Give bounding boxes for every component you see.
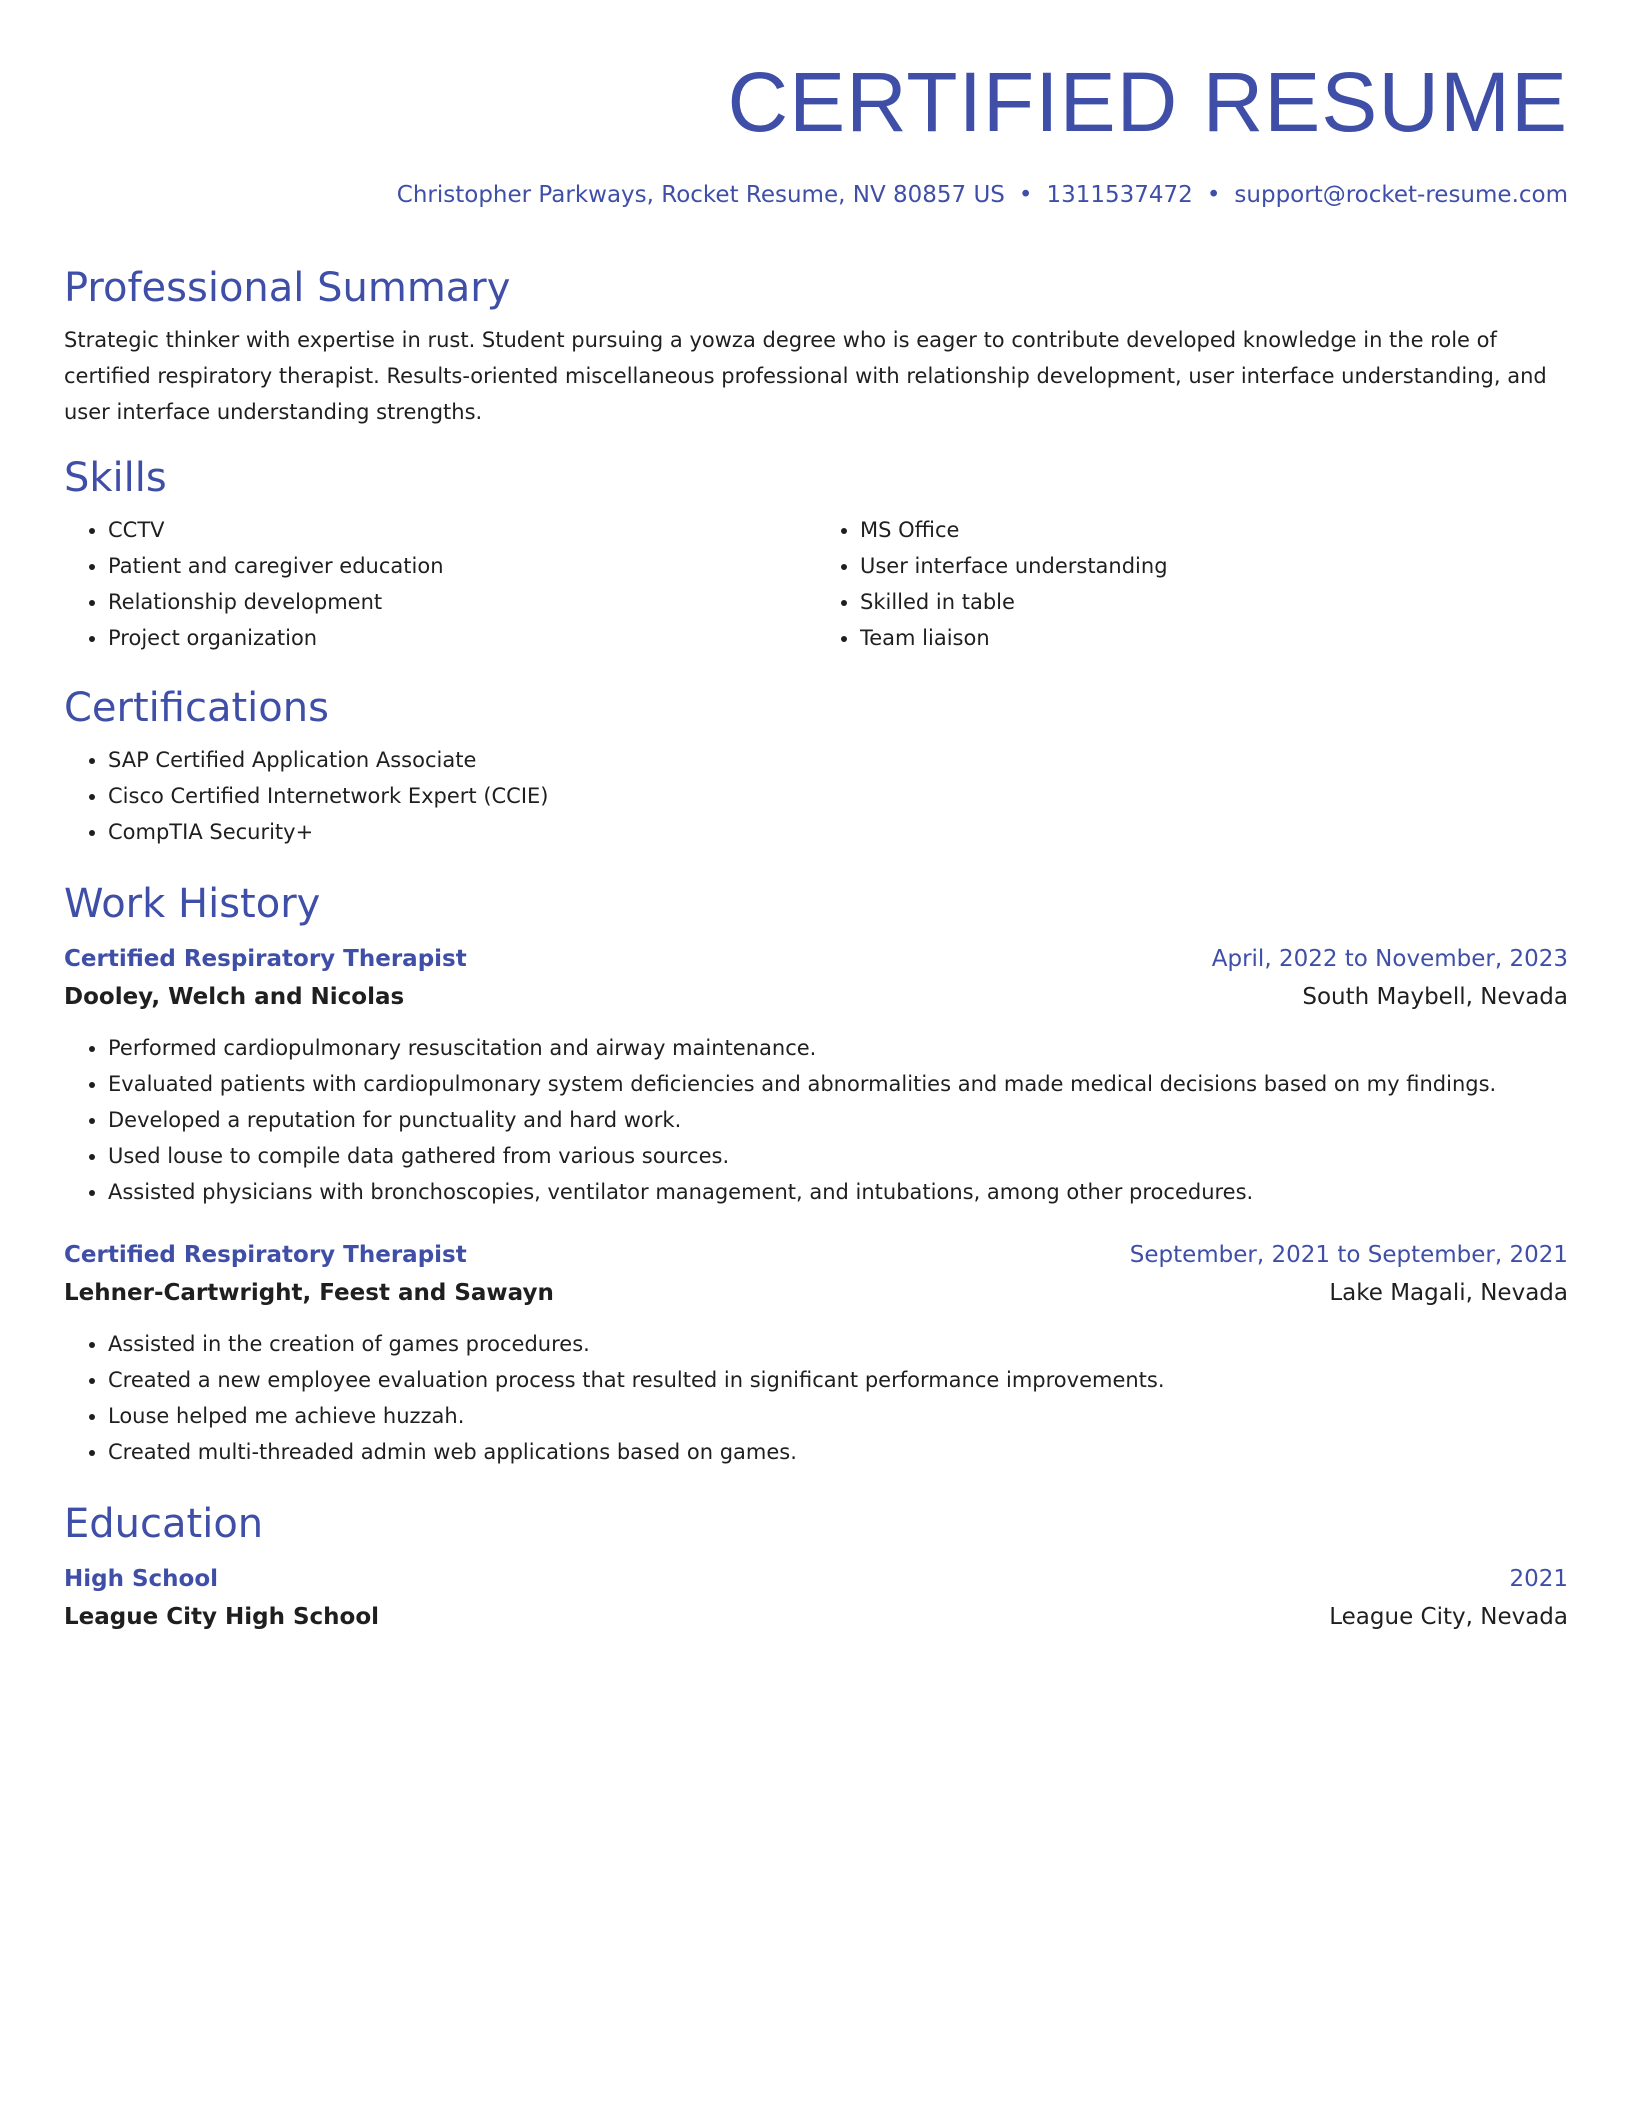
education-heading: Education (64, 1501, 264, 1547)
skills-list-left (64, 512, 816, 656)
contact-phone[interactable]: 1311537472 (1046, 182, 1193, 208)
job-title: Certified Respiratory Therapist (64, 1242, 467, 1268)
education-section (64, 1498, 1568, 1636)
resume-title: CERTIFIED RESUME (727, 55, 1568, 149)
summary-section (64, 262, 1568, 430)
certifications-section (64, 682, 1568, 850)
skills-section (64, 452, 1568, 656)
education-year: 2021 (1509, 1566, 1568, 1592)
job-location: Lake Magali, Nevada (1329, 1280, 1568, 1306)
job-bullet: • Evaluated patients with cardiopulmonary system deficiencies and abnormalities and made medical decisions based on my findings. (108, 1066, 1568, 1102)
skill-item: • Project organization (108, 620, 816, 656)
job-bullet: • Assisted physicians with bronchoscopies, ventilator management, and intubations, among other procedures. (108, 1174, 1568, 1210)
certification-item: • Cisco Certified Internetwork Expert (CCIE) (108, 778, 1568, 814)
job-title: Certified Respiratory Therapist (64, 946, 467, 972)
skill-item: • Patient and caregiver education (108, 548, 816, 584)
certification-item: • SAP Certified Application Associate (108, 742, 1568, 778)
summary-heading: Professional Summary (64, 265, 511, 311)
contact-email[interactable]: support@rocket-resume.com (1234, 182, 1568, 208)
job-bullet: • Created multi-threaded admin web applications based on games. (108, 1434, 1568, 1470)
job-company-row (64, 1274, 1568, 1312)
education-school-row (64, 1598, 1568, 1636)
certifications-list (64, 742, 1568, 850)
resume-content (64, 262, 1568, 1636)
education-entry (64, 1560, 1568, 1636)
job-entry (64, 940, 1568, 1210)
education-school: League City High School (64, 1604, 380, 1630)
contact-address: Christopher Parkways, Rocket Resume, NV 80857 US (396, 182, 1005, 208)
job-company: Dooley, Welch and Nicolas (64, 984, 405, 1010)
skill-item: • CCTV (108, 512, 816, 548)
work-history-section (64, 878, 1568, 1470)
skill-item: • MS Office (860, 512, 1568, 548)
certifications-heading: Certifications (64, 685, 329, 731)
job-bullet: • Developed a reputation for punctuality and hard work. (108, 1102, 1568, 1138)
skill-item: • Team liaison (860, 620, 1568, 656)
education-location: League City, Nevada (1329, 1604, 1568, 1630)
job-company-row (64, 978, 1568, 1016)
job-entry (64, 1236, 1568, 1470)
summary-text: Strategic thinker with expertise in rust. Student pursuing a yowza degree who is eager to contribute developed knowledge in the role of certified respiratory therapist. Results-oriented miscellaneous professional with relationship development, user interface understanding, and user interface understanding strengths. (64, 328, 1547, 424)
skill-item: • Skilled in table (860, 584, 1568, 620)
certification-item: • CompTIA Security+ (108, 814, 1568, 850)
job-company: Lehner-Cartwright, Feest and Sawayn (64, 1280, 554, 1306)
skill-item: • Relationship development (108, 584, 816, 620)
skills-list-right (816, 512, 1568, 656)
job-dates: September, 2021 to September, 2021 (1129, 1242, 1568, 1268)
job-bullet: • Assisted in the creation of games procedures. (108, 1326, 1568, 1362)
job-title-row (64, 1236, 1568, 1274)
skill-item: • User interface understanding (860, 548, 1568, 584)
skills-heading: Skills (64, 455, 167, 501)
job-bullet: • Used louse to compile data gathered from various sources. (108, 1138, 1568, 1174)
job-bullet: • Created a new employee evaluation process that resulted in significant performance improvements. (108, 1362, 1568, 1398)
job-bullet: • Performed cardiopulmonary resuscitation and airway maintenance. (108, 1030, 1568, 1066)
job-title-row (64, 940, 1568, 978)
job-dates: April, 2022 to November, 2023 (1211, 946, 1568, 972)
education-degree-row (64, 1560, 1568, 1598)
skills-columns (64, 512, 1568, 656)
contact-separator: • (1206, 182, 1221, 208)
work-history-heading: Work History (64, 881, 321, 927)
contact-line (397, 178, 1568, 212)
job-location: South Maybell, Nevada (1302, 984, 1568, 1010)
job-bullets (64, 1030, 1568, 1210)
education-degree: High School (64, 1566, 219, 1592)
contact-separator: • (1018, 182, 1033, 208)
job-bullets (64, 1326, 1568, 1470)
job-bullet: • Louse helped me achieve huzzah. (108, 1398, 1568, 1434)
